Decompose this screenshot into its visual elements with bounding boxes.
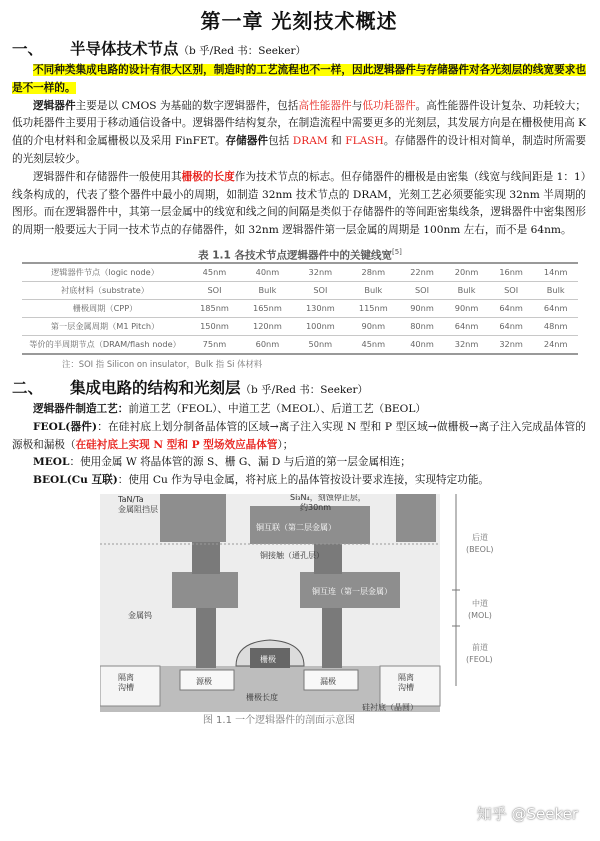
table-row-header: 栅极周期（CPP） [22,299,188,317]
table-cell: 40nm [241,263,294,282]
table-cell: Bulk [347,281,400,299]
label-cu1: 铜互连（第一层金属） [312,586,392,596]
label-gate-length: 栅极长度 [246,692,278,702]
table-cell: 14nm [533,263,578,282]
section-2-source: （b 乎/Red 书：Seeker） [240,383,369,396]
table-cell: 185nm [188,299,241,317]
label-beol: 后道 [472,532,488,542]
label-isolation-left: 隔离 [118,672,134,682]
term-logic-device: 逻辑器件 [33,99,76,112]
section-2-title: 集成电路的结构和光刻层 [70,377,241,397]
section-1-title: 半导体技术节点 [70,39,179,58]
label-trench-right: 沟槽 [398,682,414,692]
term-gate-length: 栅极的长度 [181,170,235,183]
table-cell: SOI [489,281,534,299]
text: 。存储器件的设计相对简单，制造时所需要的光刻层较少。 [12,135,587,165]
table-cell: 28nm [347,263,400,282]
table-row [22,263,578,282]
table-cell: SOI [188,281,241,299]
linewidth-table [22,262,578,355]
table-cell: 24nm [533,335,578,354]
table-cell: 120nm [241,317,294,335]
cross-section-svg [100,494,540,712]
figure-caption: 图 1.1 一个逻辑器件的剖面示意图 [202,714,356,726]
table-cell: 64nm [444,317,489,335]
table-cell: 64nm [489,317,534,335]
table-cell: 48nm [533,317,578,335]
feol-line [12,419,586,455]
label-feol-en: (FEOL) [466,654,493,664]
table-cell: 32nm [444,335,489,354]
section-1-source: （b 乎/Red 书：Seeker） [178,45,307,57]
term-meol: MEOL [33,456,70,469]
text: 前道工艺（FEOL）、中道工艺（MEOL）、后道工艺（BEOL） [128,402,426,415]
table-cell: 165nm [241,299,294,317]
table-row-header: 第一层金属周期（M1 Pitch） [22,317,188,335]
term-beol: BEOL(Cu 互联) [33,474,118,487]
table-cell: 50nm [294,335,347,354]
label-drain: 漏极 [320,676,336,686]
table-row [22,335,578,354]
table-cell: 64nm [533,299,578,317]
label-tungsten: 金属钨 [128,610,152,620]
table-row-header: 逻辑器件节点（logic node） [22,263,188,282]
text: ）； [277,438,294,451]
text: ：使用金属 W 将晶体管的源 S、栅 G、漏 D 与后道的第一层金属相连； [69,456,411,469]
table-cell: 60nm [241,335,294,354]
logic-device-paragraph [12,98,586,169]
label-mol-en: (MOL) [468,610,492,620]
table-caption-text: 表 1.1 各技术节点逻辑器件中的关键线宽 [198,249,392,262]
table-cell: 90nm [444,299,489,317]
label-mol: 中道 [472,598,488,608]
tungsten-contact-left [196,604,216,668]
technology-node-paragraph [12,169,586,240]
process-overview-line [12,401,586,419]
text: 和 [327,135,346,148]
table-cell: 40nm [400,335,445,354]
label-trench-left: 沟槽 [118,682,134,692]
table-cell: Bulk [533,281,578,299]
label-substrate: 硅衬底（晶圆） [362,702,418,712]
term-process: 逻辑器件制造工艺： [33,402,129,415]
term-flash: FLASH [345,135,384,148]
zhihu-watermark: 知乎 @Seeker [476,804,578,823]
highlight-paragraph [12,62,586,98]
table-cell: 115nm [347,299,400,317]
label-gate: 栅极 [260,654,276,664]
beol-line [12,472,586,490]
table-cell: 150nm [188,317,241,335]
text: ：在硅衬底上划分制备晶体管的区域→离子注入实现 N 型和 P 型区域→做栅极→离子注入完成晶体管的源极和漏极（ [12,420,586,451]
meol-line [12,454,586,472]
table-cell: 100nm [294,317,347,335]
table-row-header: 等价的半周期节点（DRAM/flash node） [22,335,188,354]
label-barrier: 金属阻挡层 [118,504,158,514]
table-cell: 90nm [400,299,445,317]
section-1-heading [12,36,586,62]
label-feol: 前道 [472,642,488,652]
table-cell: 64nm [489,299,534,317]
table-cell: 45nm [347,335,400,354]
table-cell: 75nm [188,335,241,354]
chapter-title: 第一章 光刻技术概述 [200,9,398,33]
table-cell: 130nm [294,299,347,317]
table-cell: 16nm [489,263,534,282]
linewidth-table-block [22,242,578,373]
label-source: 源极 [196,676,212,686]
m1-left [172,572,238,608]
label-via: 铜接触（通孔层） [260,550,324,560]
term-low-power: 低功耗器件 [362,99,416,112]
highlight-text: 不同种类集成电路的设计有很大区别，制造时的工艺流程也不一样，因此逻辑器件与存储器件对各光刻层的线宽要求也是不一样的。 [12,64,586,94]
cross-section-diagram [100,494,540,712]
tungsten-contact-right [322,604,342,668]
table-cell: Bulk [241,281,294,299]
table-note: 注：SOI 指 Silicon on insulator，Bulk 指 Si 体材料 [62,358,263,369]
table-cell: 32nm [294,263,347,282]
section-2-heading [12,375,586,401]
text: 包括 [268,135,293,148]
text: 作为技术节点的标志。但存储器件的栅极是由密集（线宽与线间距是 1：1）线条构成的，代表了整个器件中最小的周期，如制造 32nm 技术节点的 DRAM，光刻工艺必须要能实现 32nm 半周期的图形。而在逻辑器件中，其第一层金属中的线宽和线之间的间隔是类似于存储器件的等间距密集线条，逻辑器件中密集图形的周期一般要远大于同一技术节点的存储器件，如 32nm 逻辑器件第一层金属的周期是 100nm 左右，而不是 64nm。 [12,170,587,237]
table-row-header: 衬底材料（substrate） [22,281,188,299]
table-cell: SOI [294,281,347,299]
table-cell: 90nm [347,317,400,335]
text: ：使用 Cu 作为导电金属，将衬底上的晶体管按设计要求连接，实现特定功能。 [117,474,490,487]
table-row [22,299,578,317]
m2-right [396,494,436,542]
table-cell: 22nm [400,263,445,282]
table-caption [22,242,578,262]
text: 主要是以 CMOS 为基础的数字逻辑器件，包括 [75,99,299,112]
label-sin: Si₃N₄，刻蚀停止层， [290,493,366,502]
label-cu2: 铜互联（第二层金属） [256,522,336,532]
table-cell: 20nm [444,263,489,282]
m2-left [160,494,226,542]
table-cell: 80nm [400,317,445,335]
label-isolation-right: 隔离 [398,672,414,682]
section-1-number: 一、 [12,39,44,58]
via-left [192,540,220,574]
table-caption-ref: [5] [392,247,402,256]
table-row [22,317,578,335]
text: 逻辑器件和存储器件一般使用其 [33,170,182,183]
table-cell: Bulk [444,281,489,299]
label-sin-thickness: 约30nm [300,502,332,512]
table-cell: SOI [400,281,445,299]
table-cell: 32nm [489,335,534,354]
label-tan: TaN/Ta [118,494,144,504]
term-feol: FEOL(器件) [33,420,98,433]
text: 。高性能器件设计复杂、功耗较大；低功耗器件主要用于移动通信设备中。逻辑器件结构复杂，在制造流程中需要更多的光刻层，其发展方向是在栅极使用高 K 值的介电材料和金属栅极以及采用 FinFET。 [12,99,587,148]
section-2-number: 二、 [12,377,44,397]
term-high-performance: 高性能器件 [298,99,352,112]
term-memory-device: 存储器件 [225,135,269,148]
table-row [22,281,578,299]
text: 与 [351,99,363,112]
term-dram: DRAM [292,135,328,148]
table-cell: 45nm [188,263,241,282]
feol-emphasis: 在硅衬底上实现 N 型和 P 型场效应晶体管 [75,438,278,451]
label-beol-en: (BEOL) [466,544,494,554]
